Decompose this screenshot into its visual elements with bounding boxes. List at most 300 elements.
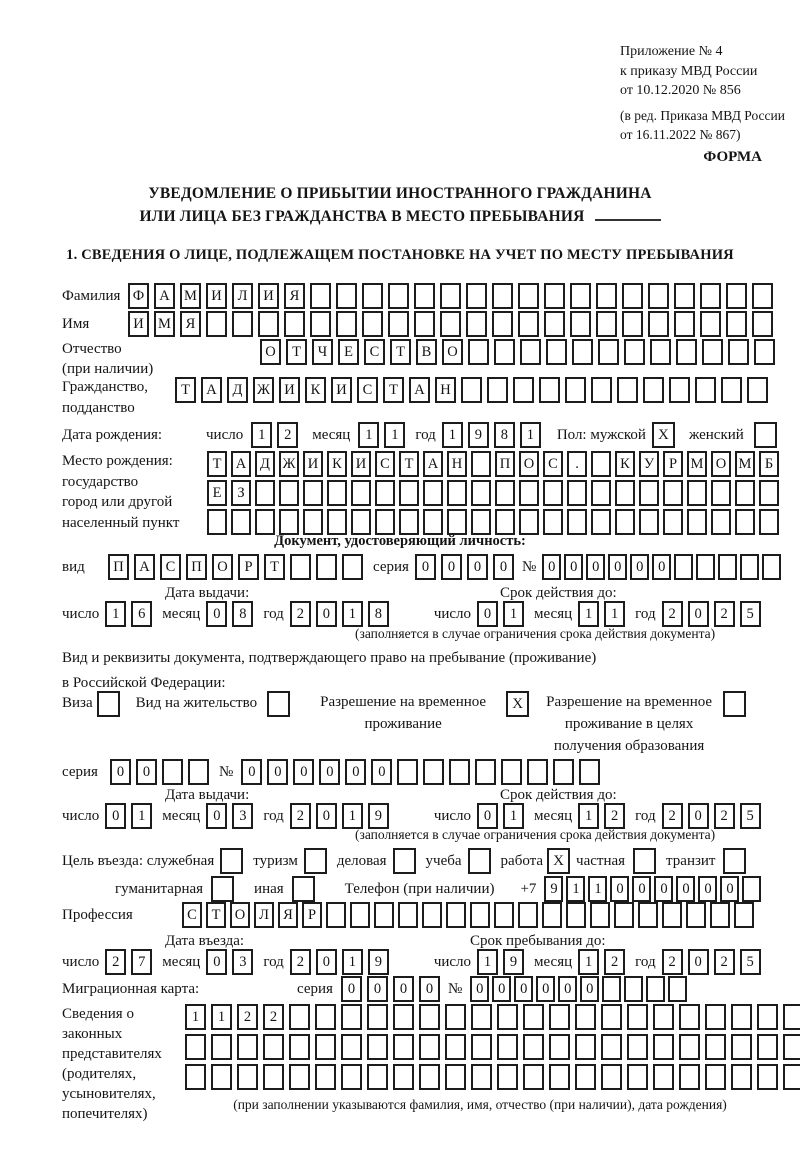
char-cell[interactable]: 1 bbox=[578, 949, 599, 975]
char-cell[interactable] bbox=[419, 1064, 440, 1090]
char-cell[interactable]: К bbox=[327, 451, 347, 477]
char-cell[interactable] bbox=[471, 509, 491, 535]
char-cell[interactable]: 0 bbox=[206, 949, 227, 975]
char-cell[interactable]: 0 bbox=[136, 759, 157, 785]
char-cell[interactable] bbox=[445, 1064, 466, 1090]
char-cell[interactable]: И bbox=[128, 311, 149, 337]
char-cell[interactable]: Я bbox=[284, 283, 305, 309]
char-cell[interactable] bbox=[375, 509, 395, 535]
char-cell[interactable]: 0 bbox=[319, 759, 340, 785]
char-cell[interactable]: 1 bbox=[588, 876, 607, 902]
char-cell[interactable] bbox=[423, 480, 443, 506]
char-cell[interactable]: 0 bbox=[580, 976, 599, 1002]
char-cell[interactable] bbox=[565, 377, 586, 403]
char-cell[interactable]: Р bbox=[663, 451, 683, 477]
char-cell[interactable]: 9 bbox=[544, 876, 563, 902]
char-cell[interactable]: Т bbox=[264, 554, 285, 580]
char-cell[interactable]: А bbox=[409, 377, 430, 403]
char-cell[interactable] bbox=[468, 339, 489, 365]
char-cell[interactable] bbox=[388, 311, 409, 337]
char-cell[interactable] bbox=[447, 480, 467, 506]
char-cell[interactable]: 0 bbox=[341, 976, 362, 1002]
char-cell[interactable]: Т bbox=[399, 451, 419, 477]
char-cell[interactable]: 3 bbox=[232, 803, 253, 829]
char-cell[interactable]: 0 bbox=[105, 803, 126, 829]
char-cell[interactable] bbox=[638, 902, 658, 928]
char-cell[interactable]: 0 bbox=[316, 949, 337, 975]
char-cell[interactable] bbox=[546, 339, 567, 365]
purpose-business-checkbox[interactable] bbox=[393, 848, 416, 874]
char-cell[interactable] bbox=[466, 283, 487, 309]
char-cell[interactable] bbox=[614, 902, 634, 928]
char-cell[interactable]: А bbox=[201, 377, 222, 403]
char-cell[interactable] bbox=[696, 554, 715, 580]
char-cell[interactable] bbox=[639, 509, 659, 535]
char-cell[interactable]: Р bbox=[302, 902, 322, 928]
char-cell[interactable] bbox=[757, 1004, 778, 1030]
char-cell[interactable] bbox=[315, 1004, 336, 1030]
char-cell[interactable]: Ч bbox=[312, 339, 333, 365]
char-cell[interactable]: 1 bbox=[105, 601, 126, 627]
char-cell[interactable] bbox=[440, 311, 461, 337]
char-cell[interactable]: 2 bbox=[604, 803, 625, 829]
char-cell[interactable]: 1 bbox=[131, 803, 152, 829]
char-cell[interactable]: А bbox=[423, 451, 443, 477]
char-cell[interactable] bbox=[676, 339, 697, 365]
char-cell[interactable]: 1 bbox=[503, 601, 524, 627]
char-cell[interactable]: 0 bbox=[608, 554, 627, 580]
char-cell[interactable]: 0 bbox=[632, 876, 651, 902]
char-cell[interactable]: С bbox=[364, 339, 385, 365]
char-cell[interactable] bbox=[643, 377, 664, 403]
char-cell[interactable] bbox=[596, 283, 617, 309]
char-cell[interactable] bbox=[471, 480, 491, 506]
char-cell[interactable] bbox=[375, 480, 395, 506]
char-cell[interactable]: 0 bbox=[371, 759, 392, 785]
char-cell[interactable]: С bbox=[182, 902, 202, 928]
char-cell[interactable] bbox=[544, 283, 565, 309]
char-cell[interactable]: 3 bbox=[232, 949, 253, 975]
char-cell[interactable] bbox=[315, 1064, 336, 1090]
char-cell[interactable] bbox=[466, 311, 487, 337]
char-cell[interactable]: 0 bbox=[477, 803, 498, 829]
char-cell[interactable] bbox=[494, 902, 514, 928]
char-cell[interactable] bbox=[310, 283, 331, 309]
char-cell[interactable]: 0 bbox=[514, 976, 533, 1002]
char-cell[interactable]: 8 bbox=[368, 601, 389, 627]
char-cell[interactable]: Ж bbox=[279, 451, 299, 477]
char-cell[interactable]: 1 bbox=[358, 422, 379, 448]
purpose-official-checkbox[interactable] bbox=[220, 848, 243, 874]
char-cell[interactable] bbox=[747, 377, 768, 403]
char-cell[interactable]: 0 bbox=[316, 803, 337, 829]
char-cell[interactable] bbox=[662, 902, 682, 928]
char-cell[interactable]: 6 bbox=[131, 601, 152, 627]
char-cell[interactable]: 0 bbox=[293, 759, 314, 785]
char-cell[interactable] bbox=[615, 509, 635, 535]
char-cell[interactable]: Т bbox=[383, 377, 404, 403]
char-cell[interactable] bbox=[326, 902, 346, 928]
char-cell[interactable]: С bbox=[357, 377, 378, 403]
char-cell[interactable]: 1 bbox=[578, 803, 599, 829]
char-cell[interactable]: 8 bbox=[494, 422, 515, 448]
char-cell[interactable]: 9 bbox=[368, 803, 389, 829]
char-cell[interactable] bbox=[602, 976, 621, 1002]
char-cell[interactable] bbox=[752, 283, 773, 309]
char-cell[interactable]: 0 bbox=[493, 554, 514, 580]
char-cell[interactable] bbox=[567, 509, 587, 535]
char-cell[interactable]: И bbox=[303, 451, 323, 477]
char-cell[interactable] bbox=[702, 339, 723, 365]
char-cell[interactable] bbox=[362, 311, 383, 337]
char-cell[interactable]: И bbox=[351, 451, 371, 477]
char-cell[interactable] bbox=[590, 902, 610, 928]
char-cell[interactable]: К bbox=[615, 451, 635, 477]
char-cell[interactable] bbox=[414, 283, 435, 309]
char-cell[interactable] bbox=[757, 1064, 778, 1090]
char-cell[interactable]: Л bbox=[232, 283, 253, 309]
char-cell[interactable] bbox=[572, 339, 593, 365]
char-cell[interactable] bbox=[185, 1034, 206, 1060]
char-cell[interactable] bbox=[648, 311, 669, 337]
char-cell[interactable]: К bbox=[305, 377, 326, 403]
char-cell[interactable] bbox=[494, 339, 515, 365]
char-cell[interactable] bbox=[687, 480, 707, 506]
char-cell[interactable] bbox=[446, 902, 466, 928]
char-cell[interactable] bbox=[705, 1064, 726, 1090]
char-cell[interactable]: 0 bbox=[688, 601, 709, 627]
char-cell[interactable]: 1 bbox=[503, 803, 524, 829]
char-cell[interactable]: А bbox=[134, 554, 155, 580]
char-cell[interactable] bbox=[726, 283, 747, 309]
char-cell[interactable] bbox=[591, 480, 611, 506]
purpose-work-checkbox[interactable]: X bbox=[547, 848, 570, 874]
char-cell[interactable] bbox=[705, 1034, 726, 1060]
char-cell[interactable] bbox=[783, 1034, 800, 1060]
char-cell[interactable] bbox=[497, 1064, 518, 1090]
char-cell[interactable]: 2 bbox=[662, 949, 683, 975]
char-cell[interactable] bbox=[754, 339, 775, 365]
char-cell[interactable] bbox=[316, 554, 337, 580]
char-cell[interactable] bbox=[206, 311, 227, 337]
char-cell[interactable] bbox=[393, 1034, 414, 1060]
char-cell[interactable]: И bbox=[331, 377, 352, 403]
char-cell[interactable] bbox=[627, 1034, 648, 1060]
char-cell[interactable] bbox=[518, 311, 539, 337]
char-cell[interactable]: 1 bbox=[211, 1004, 232, 1030]
char-cell[interactable] bbox=[470, 902, 490, 928]
char-cell[interactable]: 0 bbox=[720, 876, 739, 902]
char-cell[interactable]: 0 bbox=[467, 554, 488, 580]
char-cell[interactable] bbox=[543, 480, 563, 506]
char-cell[interactable] bbox=[519, 509, 539, 535]
char-cell[interactable] bbox=[735, 480, 755, 506]
char-cell[interactable] bbox=[327, 509, 347, 535]
char-cell[interactable] bbox=[211, 1064, 232, 1090]
char-cell[interactable]: И bbox=[279, 377, 300, 403]
char-cell[interactable] bbox=[527, 759, 548, 785]
char-cell[interactable]: 0 bbox=[492, 976, 511, 1002]
char-cell[interactable] bbox=[575, 1034, 596, 1060]
char-cell[interactable]: Т bbox=[286, 339, 307, 365]
char-cell[interactable] bbox=[342, 554, 363, 580]
char-cell[interactable] bbox=[596, 311, 617, 337]
char-cell[interactable]: 0 bbox=[688, 949, 709, 975]
char-cell[interactable] bbox=[566, 902, 586, 928]
char-cell[interactable] bbox=[591, 509, 611, 535]
char-cell[interactable] bbox=[759, 509, 779, 535]
char-cell[interactable] bbox=[341, 1004, 362, 1030]
char-cell[interactable] bbox=[399, 480, 419, 506]
char-cell[interactable]: 0 bbox=[367, 976, 388, 1002]
char-cell[interactable] bbox=[315, 1034, 336, 1060]
char-cell[interactable] bbox=[513, 377, 534, 403]
char-cell[interactable] bbox=[351, 509, 371, 535]
char-cell[interactable]: О bbox=[212, 554, 233, 580]
char-cell[interactable]: Л bbox=[254, 902, 274, 928]
char-cell[interactable]: 9 bbox=[503, 949, 524, 975]
char-cell[interactable] bbox=[445, 1004, 466, 1030]
char-cell[interactable] bbox=[752, 311, 773, 337]
char-cell[interactable]: 5 bbox=[740, 949, 761, 975]
visa-checkbox[interactable] bbox=[97, 691, 120, 717]
char-cell[interactable]: 8 bbox=[232, 601, 253, 627]
char-cell[interactable]: 2 bbox=[237, 1004, 258, 1030]
char-cell[interactable]: 0 bbox=[267, 759, 288, 785]
char-cell[interactable] bbox=[327, 480, 347, 506]
char-cell[interactable] bbox=[731, 1064, 752, 1090]
char-cell[interactable] bbox=[303, 480, 323, 506]
char-cell[interactable]: 1 bbox=[477, 949, 498, 975]
char-cell[interactable]: 0 bbox=[542, 554, 561, 580]
char-cell[interactable] bbox=[674, 311, 695, 337]
char-cell[interactable] bbox=[624, 339, 645, 365]
char-cell[interactable]: 5 bbox=[740, 601, 761, 627]
char-cell[interactable]: О bbox=[519, 451, 539, 477]
char-cell[interactable] bbox=[762, 554, 781, 580]
char-cell[interactable] bbox=[759, 480, 779, 506]
char-cell[interactable]: 0 bbox=[652, 554, 671, 580]
char-cell[interactable]: О bbox=[230, 902, 250, 928]
char-cell[interactable] bbox=[336, 283, 357, 309]
char-cell[interactable]: 2 bbox=[277, 422, 298, 448]
char-cell[interactable] bbox=[570, 283, 591, 309]
char-cell[interactable] bbox=[542, 902, 562, 928]
char-cell[interactable] bbox=[544, 311, 565, 337]
char-cell[interactable] bbox=[367, 1004, 388, 1030]
char-cell[interactable]: В bbox=[416, 339, 437, 365]
char-cell[interactable] bbox=[579, 759, 600, 785]
char-cell[interactable]: О bbox=[442, 339, 463, 365]
char-cell[interactable]: 9 bbox=[468, 422, 489, 448]
char-cell[interactable]: Ф bbox=[128, 283, 149, 309]
char-cell[interactable]: 0 bbox=[345, 759, 366, 785]
char-cell[interactable] bbox=[440, 283, 461, 309]
char-cell[interactable] bbox=[650, 339, 671, 365]
char-cell[interactable] bbox=[549, 1004, 570, 1030]
purpose-private-checkbox[interactable] bbox=[633, 848, 656, 874]
char-cell[interactable] bbox=[549, 1034, 570, 1060]
char-cell[interactable]: П bbox=[495, 451, 515, 477]
char-cell[interactable]: 9 bbox=[368, 949, 389, 975]
char-cell[interactable] bbox=[570, 311, 591, 337]
purpose-tourism-checkbox[interactable] bbox=[304, 848, 327, 874]
char-cell[interactable] bbox=[742, 876, 761, 902]
char-cell[interactable]: 2 bbox=[662, 803, 683, 829]
char-cell[interactable] bbox=[367, 1034, 388, 1060]
char-cell[interactable] bbox=[362, 283, 383, 309]
sex-male-checkbox[interactable]: X bbox=[652, 422, 675, 448]
char-cell[interactable]: 5 bbox=[740, 803, 761, 829]
char-cell[interactable]: 1 bbox=[442, 422, 463, 448]
char-cell[interactable] bbox=[591, 451, 611, 477]
char-cell[interactable] bbox=[303, 509, 323, 535]
char-cell[interactable] bbox=[601, 1064, 622, 1090]
char-cell[interactable] bbox=[757, 1034, 778, 1060]
char-cell[interactable] bbox=[740, 554, 759, 580]
char-cell[interactable]: П bbox=[186, 554, 207, 580]
char-cell[interactable]: 1 bbox=[342, 949, 363, 975]
char-cell[interactable]: И bbox=[206, 283, 227, 309]
char-cell[interactable]: О bbox=[711, 451, 731, 477]
char-cell[interactable]: 2 bbox=[604, 949, 625, 975]
char-cell[interactable] bbox=[310, 311, 331, 337]
char-cell[interactable] bbox=[598, 339, 619, 365]
purpose-other-checkbox[interactable] bbox=[292, 876, 315, 902]
char-cell[interactable] bbox=[350, 902, 370, 928]
char-cell[interactable] bbox=[492, 283, 513, 309]
char-cell[interactable] bbox=[575, 1064, 596, 1090]
char-cell[interactable] bbox=[718, 554, 737, 580]
char-cell[interactable] bbox=[284, 311, 305, 337]
char-cell[interactable] bbox=[653, 1064, 674, 1090]
char-cell[interactable] bbox=[492, 311, 513, 337]
char-cell[interactable] bbox=[668, 976, 687, 1002]
char-cell[interactable] bbox=[601, 1034, 622, 1060]
char-cell[interactable]: Р bbox=[238, 554, 259, 580]
char-cell[interactable] bbox=[237, 1064, 258, 1090]
char-cell[interactable] bbox=[519, 480, 539, 506]
char-cell[interactable]: 1 bbox=[342, 601, 363, 627]
char-cell[interactable] bbox=[211, 1034, 232, 1060]
char-cell[interactable]: 1 bbox=[342, 803, 363, 829]
char-cell[interactable] bbox=[674, 554, 693, 580]
char-cell[interactable] bbox=[627, 1064, 648, 1090]
char-cell[interactable] bbox=[591, 377, 612, 403]
char-cell[interactable]: 0 bbox=[477, 601, 498, 627]
char-cell[interactable] bbox=[341, 1034, 362, 1060]
char-cell[interactable] bbox=[207, 509, 227, 535]
char-cell[interactable]: 2 bbox=[290, 803, 311, 829]
char-cell[interactable]: 0 bbox=[564, 554, 583, 580]
char-cell[interactable]: 1 bbox=[520, 422, 541, 448]
char-cell[interactable] bbox=[674, 283, 695, 309]
char-cell[interactable] bbox=[497, 1034, 518, 1060]
char-cell[interactable] bbox=[263, 1064, 284, 1090]
char-cell[interactable] bbox=[398, 902, 418, 928]
char-cell[interactable]: 0 bbox=[654, 876, 673, 902]
char-cell[interactable]: 7 bbox=[131, 949, 152, 975]
char-cell[interactable]: 0 bbox=[419, 976, 440, 1002]
char-cell[interactable] bbox=[735, 509, 755, 535]
char-cell[interactable] bbox=[624, 976, 643, 1002]
char-cell[interactable] bbox=[721, 377, 742, 403]
char-cell[interactable]: С bbox=[160, 554, 181, 580]
char-cell[interactable] bbox=[627, 1004, 648, 1030]
char-cell[interactable] bbox=[705, 1004, 726, 1030]
char-cell[interactable] bbox=[539, 377, 560, 403]
purpose-transit-checkbox[interactable] bbox=[723, 848, 746, 874]
char-cell[interactable] bbox=[687, 509, 707, 535]
char-cell[interactable] bbox=[653, 1004, 674, 1030]
char-cell[interactable]: О bbox=[260, 339, 281, 365]
char-cell[interactable] bbox=[700, 283, 721, 309]
char-cell[interactable] bbox=[419, 1004, 440, 1030]
char-cell[interactable] bbox=[622, 311, 643, 337]
char-cell[interactable]: 0 bbox=[206, 803, 227, 829]
char-cell[interactable] bbox=[231, 509, 251, 535]
char-cell[interactable] bbox=[783, 1064, 800, 1090]
char-cell[interactable] bbox=[518, 283, 539, 309]
char-cell[interactable] bbox=[523, 1034, 544, 1060]
char-cell[interactable] bbox=[617, 377, 638, 403]
char-cell[interactable] bbox=[711, 509, 731, 535]
char-cell[interactable]: 2 bbox=[263, 1004, 284, 1030]
char-cell[interactable]: 1 bbox=[384, 422, 405, 448]
char-cell[interactable]: 0 bbox=[441, 554, 462, 580]
char-cell[interactable]: 0 bbox=[415, 554, 436, 580]
char-cell[interactable] bbox=[726, 311, 747, 337]
char-cell[interactable] bbox=[679, 1004, 700, 1030]
char-cell[interactable]: 0 bbox=[316, 601, 337, 627]
char-cell[interactable] bbox=[471, 1064, 492, 1090]
char-cell[interactable] bbox=[471, 451, 491, 477]
char-cell[interactable]: 0 bbox=[558, 976, 577, 1002]
char-cell[interactable] bbox=[653, 1034, 674, 1060]
char-cell[interactable] bbox=[471, 1004, 492, 1030]
char-cell[interactable]: С bbox=[375, 451, 395, 477]
char-cell[interactable] bbox=[336, 311, 357, 337]
char-cell[interactable] bbox=[679, 1064, 700, 1090]
char-cell[interactable] bbox=[615, 480, 635, 506]
char-cell[interactable] bbox=[728, 339, 749, 365]
char-cell[interactable]: Я bbox=[180, 311, 201, 337]
char-cell[interactable] bbox=[290, 554, 311, 580]
char-cell[interactable]: Е bbox=[207, 480, 227, 506]
char-cell[interactable] bbox=[445, 1034, 466, 1060]
char-cell[interactable] bbox=[393, 1004, 414, 1030]
char-cell[interactable]: С bbox=[543, 451, 563, 477]
char-cell[interactable] bbox=[648, 283, 669, 309]
char-cell[interactable] bbox=[475, 759, 496, 785]
char-cell[interactable] bbox=[414, 311, 435, 337]
char-cell[interactable]: З bbox=[231, 480, 251, 506]
char-cell[interactable] bbox=[289, 1064, 310, 1090]
char-cell[interactable] bbox=[518, 902, 538, 928]
char-cell[interactable]: 1 bbox=[578, 601, 599, 627]
char-cell[interactable] bbox=[237, 1034, 258, 1060]
char-cell[interactable]: 1 bbox=[251, 422, 272, 448]
char-cell[interactable]: 0 bbox=[241, 759, 262, 785]
char-cell[interactable]: Е bbox=[338, 339, 359, 365]
char-cell[interactable]: У bbox=[639, 451, 659, 477]
char-cell[interactable] bbox=[523, 1064, 544, 1090]
char-cell[interactable] bbox=[731, 1034, 752, 1060]
char-cell[interactable]: Н bbox=[447, 451, 467, 477]
char-cell[interactable] bbox=[162, 759, 183, 785]
char-cell[interactable]: . bbox=[567, 451, 587, 477]
char-cell[interactable]: 2 bbox=[662, 601, 683, 627]
